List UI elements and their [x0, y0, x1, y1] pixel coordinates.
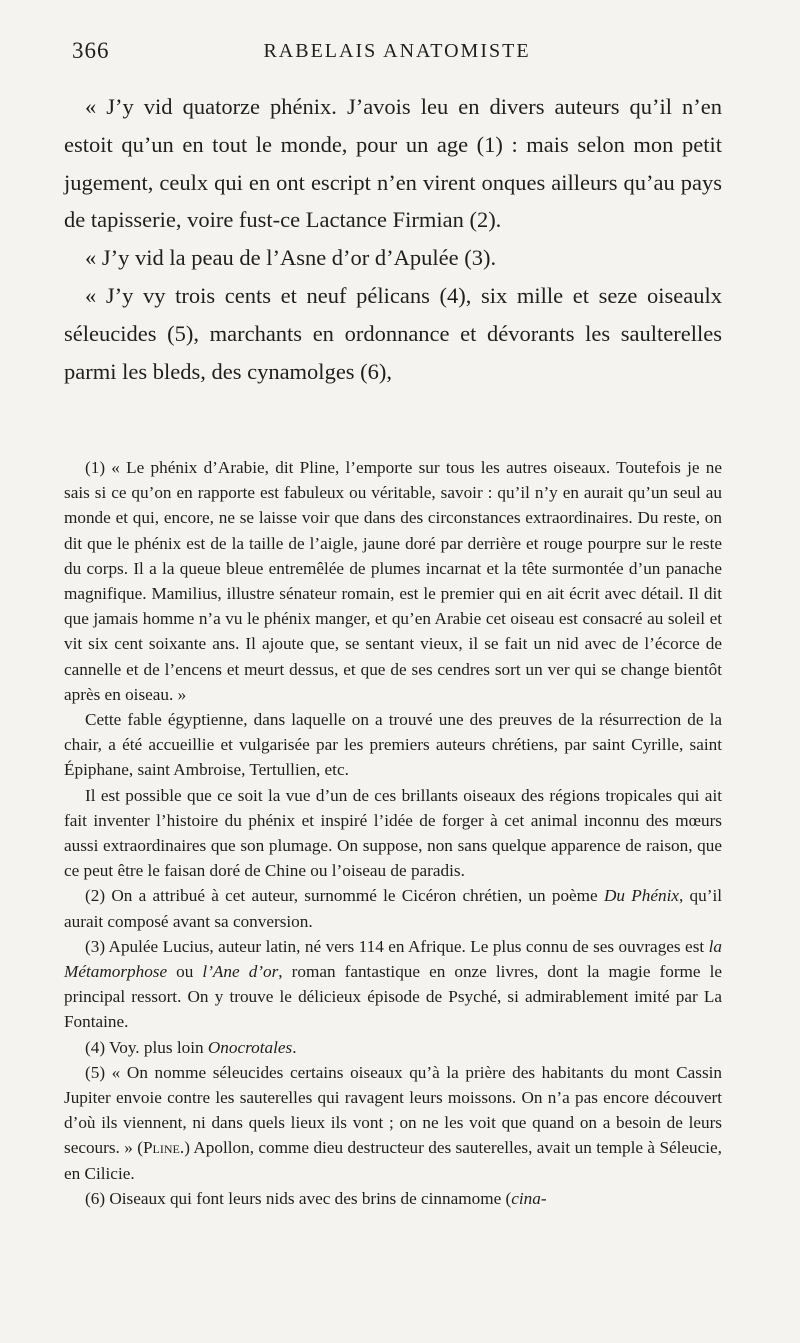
page-number: 366 [72, 38, 110, 63]
footnote-4 [64, 1035, 722, 1060]
running-title: RABELAIS ANATOMISTE [263, 40, 531, 62]
footnote-1-continued: Il est possible que ce soit la vue d’un de ces brillants oiseaux des régions tropicales qui ait fait inventer l’histoire du phénix et inspiré l’idée de forger à cet animal inconnu des mœurs aussi extraordinaires que son plumage. On suppose, non sans quelque apparence de raison, que ce peut être le faisan doré de Chine ou l’oiseau de paradis. [64, 785, 722, 881]
footnote-text: (3) Apulée Lucius, auteur latin, né vers 114 en Afrique. Le plus connu de ses ouvrages est [85, 936, 705, 956]
footnote-text: (2) On a attribué à cet auteur, surnommé le Cicéron chrétien, un poème [85, 886, 598, 906]
footnote-5 [64, 1060, 722, 1186]
footnote-text: (4) Voy. plus loin [85, 1037, 204, 1057]
footnote-text: . [292, 1037, 297, 1057]
cross-reference: Onocrotales [207, 1037, 293, 1057]
footnote-1: (1) « Le phénix d’Arabie, dit Pline, l’emporte sur tous les autres oiseaux. Toutefois je ne sais si ce qu’on en rapporte est fabuleux ou véritable, savoir : qu’il n’y en aurait qu’un seul au monde et qui, encore, ne se laisse voir que dans des circonstances extraordinaires. Du reste, on dit que le phénix est de la taille de l’aigle, jaune doré par derrière et rouge pourpre sur le reste du corps. Il a la queue bleue entremêlée de plumes incarnat et la tête surmontée d’un panache magnifique. Mamilius, illustre sénateur romain, est le premier qui en ait écrit avec détail. Il dit que jamais homme n’a vu le phénix manger, et qu’en Arabie cet oiseau est consacré au soleil et vit six cent soixante ans. Il ajoute que, se sentant vieux, il se fait un nid avec de l’écorce de cannelle et de l’encens et meurt dessus, et que de ses cendres sort un ver qui se change bientôt après en oiseau. » [64, 458, 722, 704]
footnote-text: , qu’il aurait composé avant sa conversion. [64, 886, 723, 931]
footnote-6 [64, 1186, 722, 1211]
page-header [72, 38, 722, 78]
footnote-text: .) Apollon, comme dieu destructeur des sauterelles, avait un temple à Séleucie, en Cilicie. [64, 1138, 722, 1183]
footnote-text: (5) « On nomme séleucides certains oiseaux qu’à la prière des habitants du mont Cassin Jupiter envoie contre les sauterelles qui ravagent leurs moissons. On n’a pas encore découvert d’où ils viennent, ni dans quels lieux ils vont ; on ne les voit que quand on a besoin de leurs secours. » ( [64, 1062, 722, 1158]
author-name: Pline [143, 1138, 180, 1158]
footnote-text: (6) Oiseaux qui font leurs nids avec des brins de cinnamome ( [85, 1188, 512, 1208]
footnote-1-continued: Cette fable égyptienne, dans laquelle on a trouvé une des preuves de la résurrection de la chair, a été accueillie et vulgarisée par les premiers auteurs chrétiens, par saint Cyrille, saint Épiphane, saint Ambroise, Tertullien, etc. [64, 710, 722, 780]
latin-term: cina- [511, 1188, 547, 1208]
main-paragraph: « J’y vy trois cents et neuf pélicans (4), six mille et seze oiseaulx séleucides (5), marchants en ordonnance et dévorants les saulterelles parmi les bleds, des cynamolges (6), [64, 282, 722, 384]
footnote-text: , roman fantastique en onze livres, dont la magie forme le principal ressort. On y trouve le délicieux épisode de Psyché, si admirablement imité par La Fontaine. [64, 962, 722, 1032]
work-title: Du Phénix [603, 886, 679, 906]
work-title: la Métamorphose [64, 936, 722, 982]
footnotes [64, 455, 722, 1211]
footnote-2 [64, 883, 722, 933]
work-title: l’Ane d’or [202, 962, 279, 982]
footnote-3 [64, 934, 722, 1035]
main-paragraph: « J’y vid quatorze phénix. J’avois leu en divers auteurs qu’il n’en estoit qu’un en tout le monde, pour un age (1) : mais selon mon petit jugement, ceulx qui en ont escript n’en virent onques ailleurs qu’au pays de tapisserie, voire fust-ce Lactance Firmian (2). [64, 94, 722, 233]
main-paragraph: « J’y vid la peau de l’Asne d’or d’Apulée (3). [85, 245, 497, 271]
footnote-text: ou [176, 962, 194, 982]
main-text [64, 88, 722, 390]
